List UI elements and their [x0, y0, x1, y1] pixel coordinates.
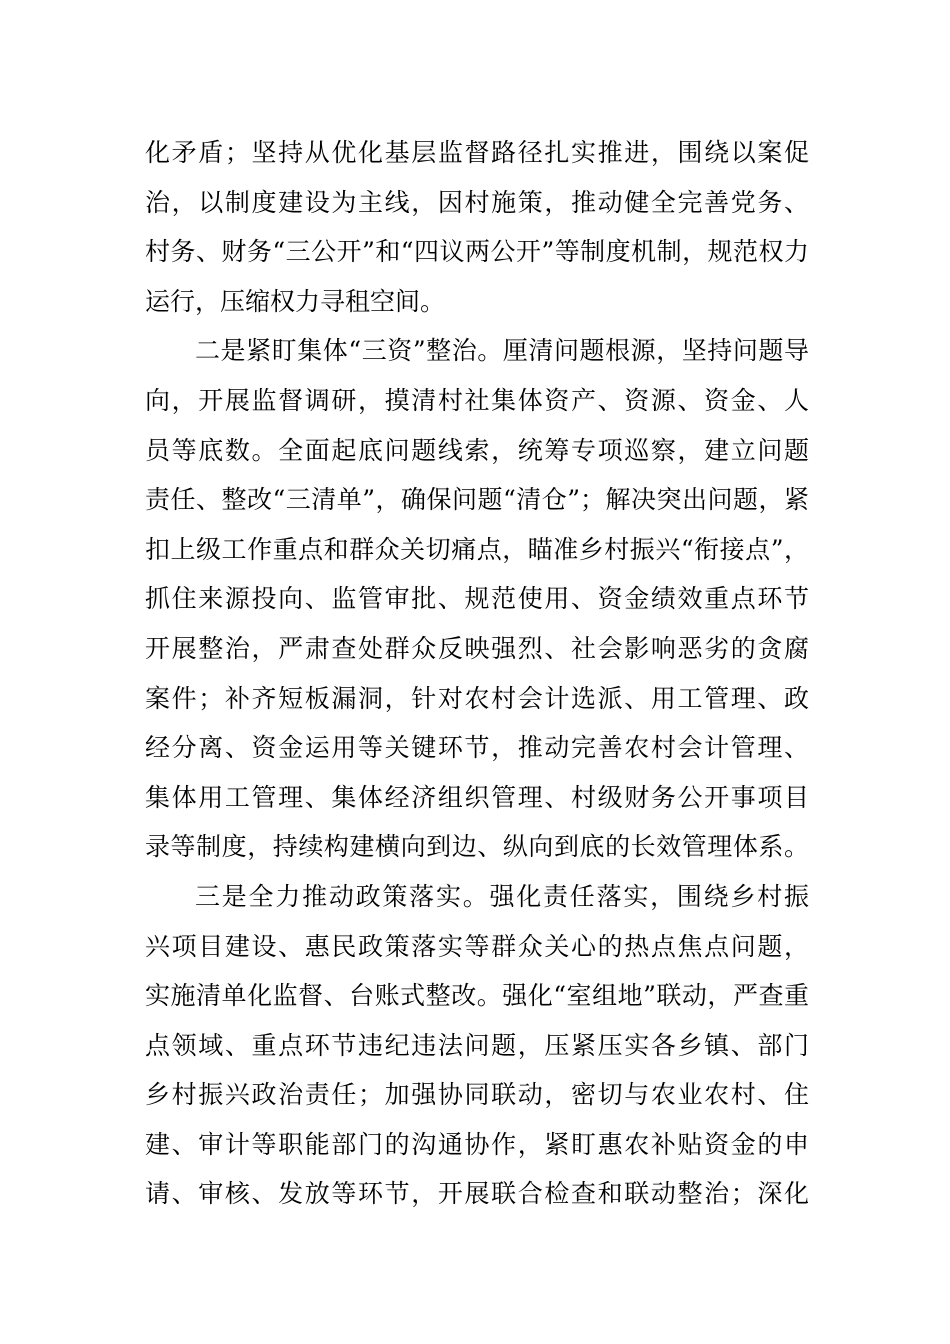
text-line: 二是紧盯集体“三资”整治。厘清问题根源，坚持问题导	[195, 336, 809, 366]
text-line: 运行，压缩权力寻租空间。	[145, 286, 446, 316]
text-line: 抓住来源投向、监管审批、规范使用、资金绩效重点环节	[145, 584, 809, 614]
text-line: 员等底数。全面起底问题线索，统筹专项巡察，建立问题	[145, 435, 809, 465]
text-line: 实施清单化监督、台账式整改。强化“室组地”联动，严查重	[145, 981, 809, 1011]
text-line: 录等制度，持续构建横向到边、纵向到底的长效管理体系。	[145, 832, 809, 862]
text-line: 案件；补齐短板漏洞，针对农村会计选派、用工管理、政	[145, 683, 809, 713]
text-line: 治，以制度建设为主线，因村施策，推动健全完善党务、	[145, 187, 809, 217]
text-line: 建、审计等职能部门的沟通协作，紧盯惠农补贴资金的申	[145, 1129, 809, 1159]
text-line: 请、审核、发放等环节，开展联合检查和联动整治；深化	[145, 1179, 809, 1209]
text-line: 向，开展监督调研，摸清村社集体资产、资源、资金、人	[145, 385, 809, 415]
text-line: 乡村振兴政治责任；加强协同联动，密切与农业农村、住	[145, 1080, 809, 1110]
text-line: 集体用工管理、集体经济组织管理、村级财务公开事项目	[145, 782, 809, 812]
text-line: 点领域、重点环节违纪违法问题，压紧压实各乡镇、部门	[145, 1030, 809, 1060]
text-line: 化矛盾；坚持从优化基层监督路径扎实推进，围绕以案促	[145, 138, 809, 167]
text-line: 兴项目建设、惠民政策落实等群众关心的热点焦点问题，	[145, 931, 809, 961]
text-line: 开展整治，严肃查处群众反映强烈、社会影响恶劣的贪腐	[145, 633, 809, 663]
document-body	[145, 128, 809, 1219]
text-line: 扣上级工作重点和群众关切痛点，瞄准乡村振兴“衔接点”，	[145, 534, 809, 564]
text-line: 村务、财务“三公开”和“四议两公开”等制度机制，规范权力	[145, 237, 809, 267]
text-line: 三是全力推动政策落实。强化责任落实，围绕乡村振	[195, 881, 809, 911]
text-line: 经分离、资金运用等关键环节，推动完善农村会计管理、	[145, 733, 809, 763]
text-line: 责任、整改“三清单”，确保问题“清仓”；解决突出问题，紧	[145, 485, 809, 515]
